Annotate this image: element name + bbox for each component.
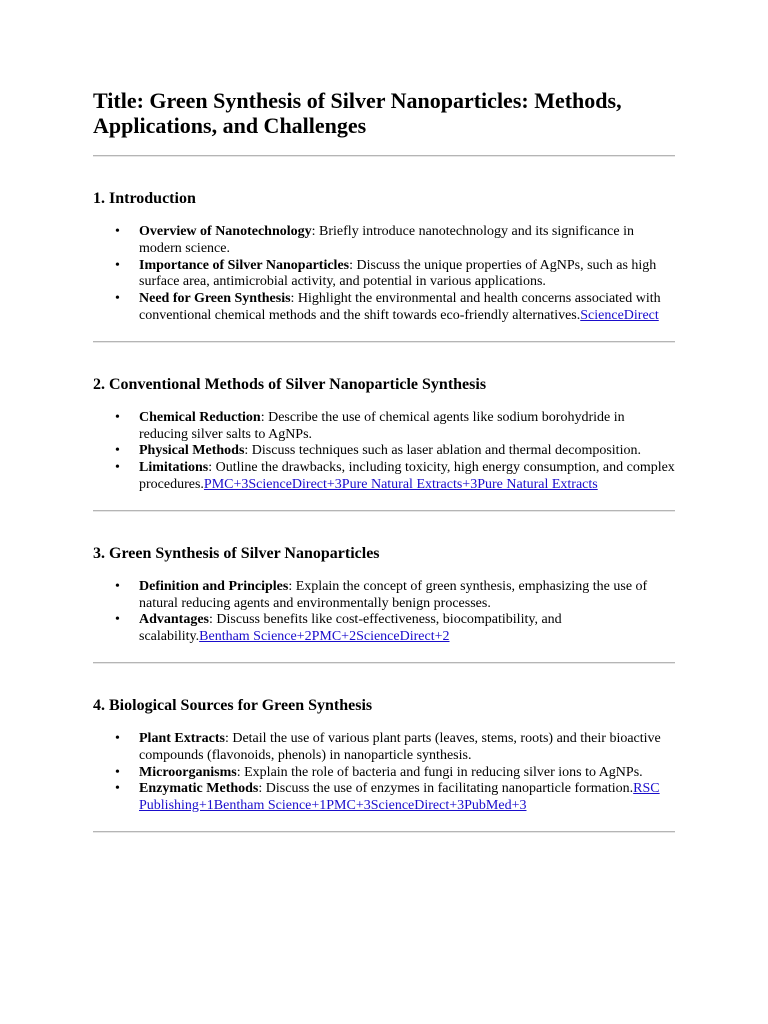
section-biological-sources (93, 696, 675, 815)
list-item (93, 781, 675, 815)
list-item (93, 258, 675, 292)
document-title: Title: Green Synthesis of Silver Nanoparticles: Methods, Applications, and Challenges (93, 88, 622, 138)
item-term: Advantages (139, 612, 210, 628)
item-term: Microorganisms (139, 764, 237, 780)
source-link[interactable]: RSC Publishing+1Bentham Science+1PMC+3ScienceDirect+3PubMed+3 (139, 781, 660, 814)
item-text: : Explain the role of bacteria and fungi in reducing silver ions to AgNPs. (236, 764, 643, 780)
bullet-list (93, 731, 675, 815)
bullet-icon: • (115, 781, 120, 797)
item-term: Chemical Reduction (139, 409, 261, 425)
bullet-icon: • (115, 291, 120, 307)
item-term: Plant Extracts (139, 730, 225, 746)
item-text: : Discuss benefits like cost-effectiveness, biocompatibility, and scalability. (139, 612, 562, 645)
source-link[interactable]: ScienceDirect (580, 307, 659, 323)
item-text: : Highlight the environmental and health concerns associated with conventional chemical methods and the shift towards eco-friendly alternatives. (139, 291, 661, 323)
bullet-list (93, 224, 675, 325)
section-heading: 1. Introduction (93, 190, 196, 207)
item-text: : Briefly introduce nanotechnology and its significance in modern science. (139, 224, 634, 256)
section-heading: 3. Green Synthesis of Silver Nanoparticles (93, 544, 380, 562)
section-conventional-methods (93, 375, 675, 494)
list-item (93, 291, 675, 325)
list-item (93, 731, 675, 765)
item-term: Need for Green Synthesis (139, 291, 291, 307)
section-heading: 4. Biological Sources for Green Synthesis (93, 696, 373, 714)
divider (93, 831, 675, 833)
bullet-icon: • (115, 443, 120, 459)
source-link[interactable]: Bentham Science+2PMC+2ScienceDirect+2 (199, 629, 450, 645)
bullet-icon: • (115, 224, 120, 239)
section-introduction (93, 189, 675, 325)
item-text: : Explain the concept of green synthesis, emphasizing the use of natural reducing agents and environmentally benign processes. (139, 578, 648, 611)
item-text: : Discuss the unique properties of AgNPs, such as high surface area, antimicrobial activity, and potential in various applications. (139, 257, 657, 290)
item-text: : Detail the use of various plant parts (leaves, stems, roots) and their bioactive compounds (flavonoids, phenols) in nanoparticle synthesis. (139, 730, 661, 763)
item-term: Physical Methods (139, 443, 245, 459)
section-green-synthesis (93, 544, 675, 646)
list-item (93, 765, 675, 782)
list-item (93, 579, 675, 613)
item-term: Enzymatic Methods (139, 781, 259, 797)
divider (93, 662, 675, 664)
bullet-icon: • (115, 612, 120, 628)
document-page (93, 0, 675, 833)
list-item (93, 460, 675, 494)
item-term: Overview of Nanotechnology (139, 224, 312, 239)
list-item (93, 410, 675, 444)
list-item (93, 443, 675, 460)
bullet-list (93, 410, 675, 494)
divider (93, 155, 675, 157)
bullet-icon: • (115, 578, 120, 594)
item-term: Importance of Silver Nanoparticles (139, 257, 350, 273)
list-item (93, 224, 675, 258)
divider (93, 510, 675, 512)
divider (93, 341, 675, 343)
item-term: Definition and Principles (139, 578, 289, 594)
bullet-icon: • (115, 730, 120, 746)
item-text: : Outline the drawbacks, including toxicity, high energy consumption, and complex procedures. (139, 460, 675, 492)
bullet-icon: • (115, 460, 120, 476)
bullet-icon: • (115, 257, 120, 273)
source-link[interactable]: PMC+3ScienceDirect+3Pure Natural Extracts+3Pure Natural Extracts (203, 476, 598, 492)
bullet-icon: • (115, 409, 120, 425)
item-term: Limitations (139, 460, 209, 476)
list-item (93, 612, 675, 646)
bullet-icon: • (115, 764, 120, 780)
item-text: : Describe the use of chemical agents like sodium borohydride in reducing silver salts to AgNPs. (139, 409, 625, 442)
bullet-list (93, 579, 675, 646)
item-text: : Discuss techniques such as laser ablation and thermal decomposition. (244, 443, 641, 459)
item-text: : Discuss the use of enzymes in facilitating nanoparticle formation. (258, 781, 634, 797)
section-heading: 2. Conventional Methods of Silver Nanoparticle Synthesis (93, 375, 487, 393)
